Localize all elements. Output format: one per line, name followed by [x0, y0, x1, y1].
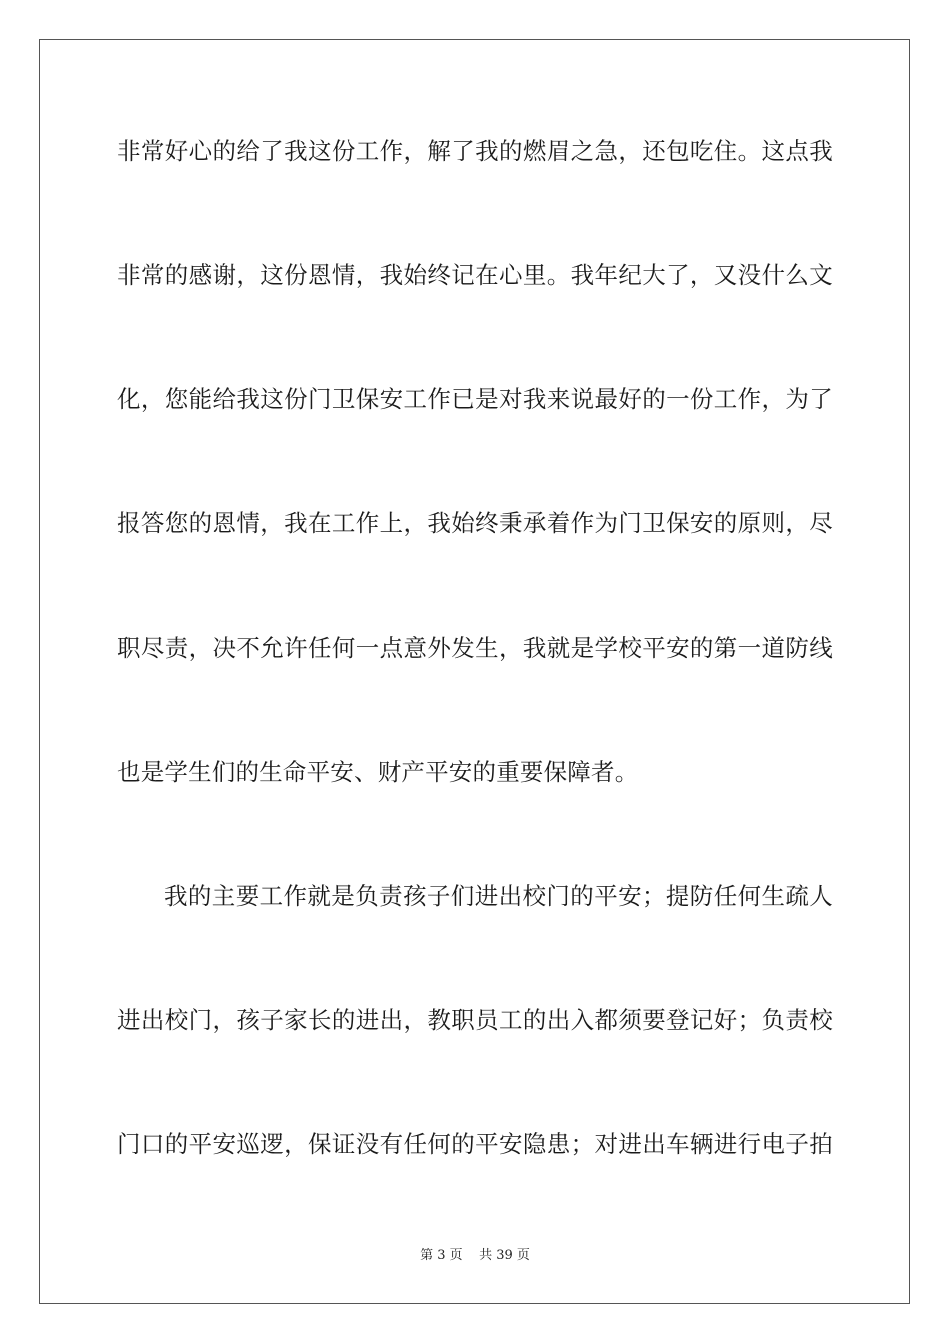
body-text-line: 职尽责，决不允许任何一点意外发生，我就是学校平安的第一道防线: [117, 634, 833, 662]
body-text-line: 非常的感谢，这份恩情，我始终记在心里。我年纪大了，又没什么文: [117, 261, 833, 289]
body-text-line: 非常好心的给了我这份工作，解了我的燃眉之急，还包吃住。这点我: [117, 137, 833, 165]
body-text-line: 门口的平安巡逻，保证没有任何的平安隐患；对进出车辆进行电子拍: [117, 1130, 833, 1158]
page-number-footer: 第 3 页 共 39 页: [420, 1248, 530, 1263]
page-border: [39, 39, 910, 1304]
body-text-line: 化，您能给我这份门卫保安工作已是对我来说最好的一份工作，为了: [117, 385, 833, 413]
body-text-line: 报答您的恩情，我在工作上，我始终秉承着作为门卫保安的原则，尽: [117, 509, 833, 537]
body-text-line: 进出校门，孩子家长的进出，教职员工的出入都须要登记好；负责校: [117, 1006, 833, 1034]
body-text-line: 也是学生们的生命平安、财产平安的重要保障者。: [117, 758, 639, 786]
paragraph-first-line: 我的主要工作就是负责孩子们进出校门的平安；提防任何生疏人: [164, 882, 833, 910]
